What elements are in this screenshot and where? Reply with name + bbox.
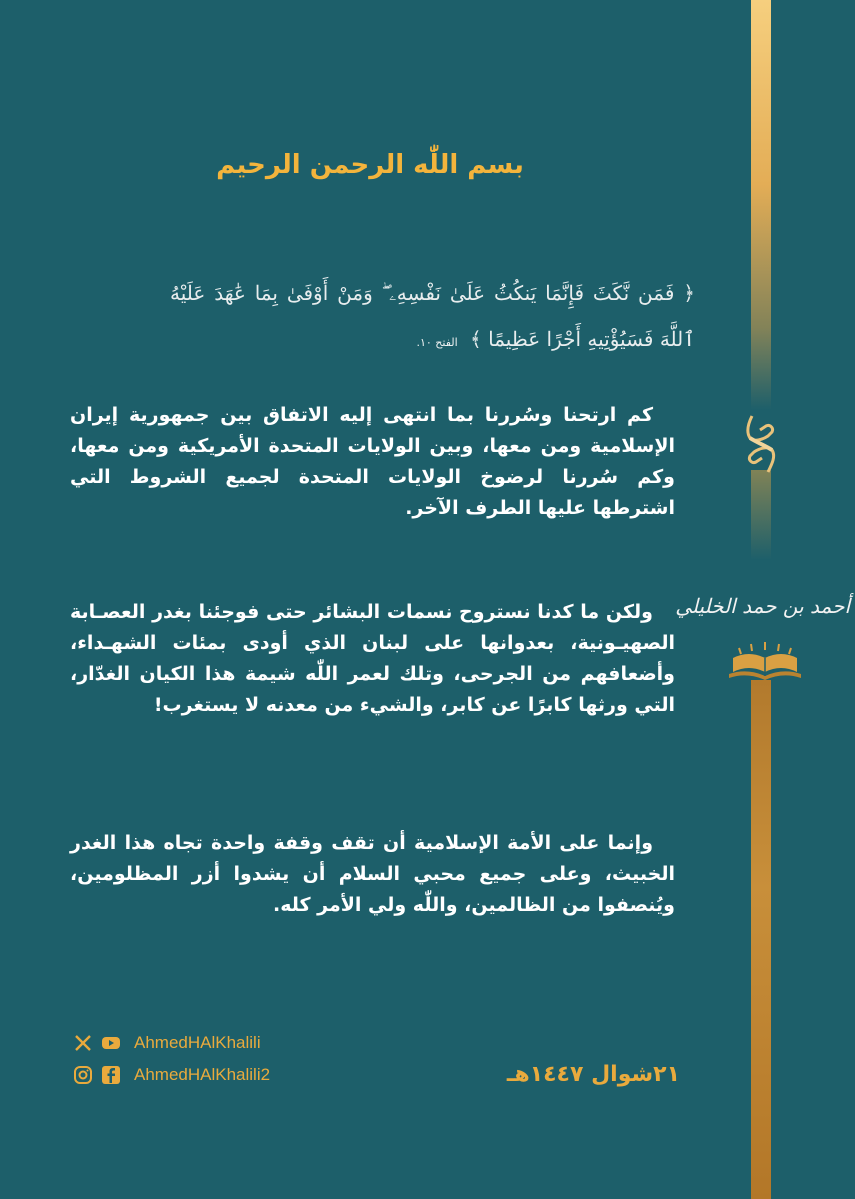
youtube-icon[interactable] xyxy=(100,1032,122,1054)
paragraph-2: ولكن ما كدنا نستروح نسمات البشائر حتى فوجئنا بغدر العصـابة الصهيـونية، بعدوانها على لبنان الذي أودى بمئات الشهـداء، وأضعافهم من الجرحى، وتلك لعمر اللّٰه شيمة هذا الكيان الغدّار، التي ورثها كابرًا عن كابر، والشيء من معدنه لا يستغرب! xyxy=(70,601,675,716)
hands-icon xyxy=(738,412,784,476)
gold-band-fade xyxy=(751,470,771,560)
open-book-icon xyxy=(727,640,803,682)
paragraph-3: وإنما على الأمة الإسلامية أن تقف وقفة واحدة تجاه هذا الغدر الخبيث، وعلى جميع محبي السلام أن يشدوا أزر المظلومين، ويُنصفوا من الظالمين، واللّٰه ولي الأمر كله. xyxy=(70,832,675,916)
facebook-icon[interactable] xyxy=(100,1064,122,1086)
handle-primary[interactable]: AhmedHAlKhalili xyxy=(134,1033,261,1052)
basmala-heading: بسم اللّٰه الرحمن الرحيم xyxy=(216,150,524,180)
social-row-1 xyxy=(72,1032,261,1054)
x-icon[interactable] xyxy=(72,1032,94,1054)
verse-text: ﴿ فَمَن نَّكَثَ فَإِنَّمَا يَنكُثُ عَلَىٰ نَفْسِهِۦ ۖ وَمَنْ أَوْفَىٰ بِمَا عَٰهَدَ عَلَيْهُ ٱللَّهَ فَسَيُؤْتِيهِ أَجْرًا عَظِيمًا ﴾ xyxy=(170,281,695,351)
instagram-icon[interactable] xyxy=(72,1064,94,1086)
signature: أحمد بن حمد الخليلي xyxy=(675,594,850,618)
quran-verse xyxy=(170,270,695,366)
verse-reference: الفتح ١٠. xyxy=(416,336,458,349)
social-row-2 xyxy=(72,1064,270,1086)
date: ٢١شوال ١٤٤٧هـ xyxy=(506,1062,680,1087)
handle-secondary[interactable]: AhmedHAlKhalili2 xyxy=(134,1065,271,1084)
gold-band-top xyxy=(751,0,771,410)
gold-band-bottom xyxy=(751,680,771,1199)
paragraph-1: كم ارتحنا وسُررنا بما انتهى إليه الاتفاق بين جمهورية إيران الإسلامية ومن معها، وبين الولايات المتحدة الأمريكية ومن معها، وكم سُررنا لرضوخ الولايات المتحدة لجميع الشروط التي اشترطها عليها الطرف الآخر. xyxy=(70,404,675,519)
